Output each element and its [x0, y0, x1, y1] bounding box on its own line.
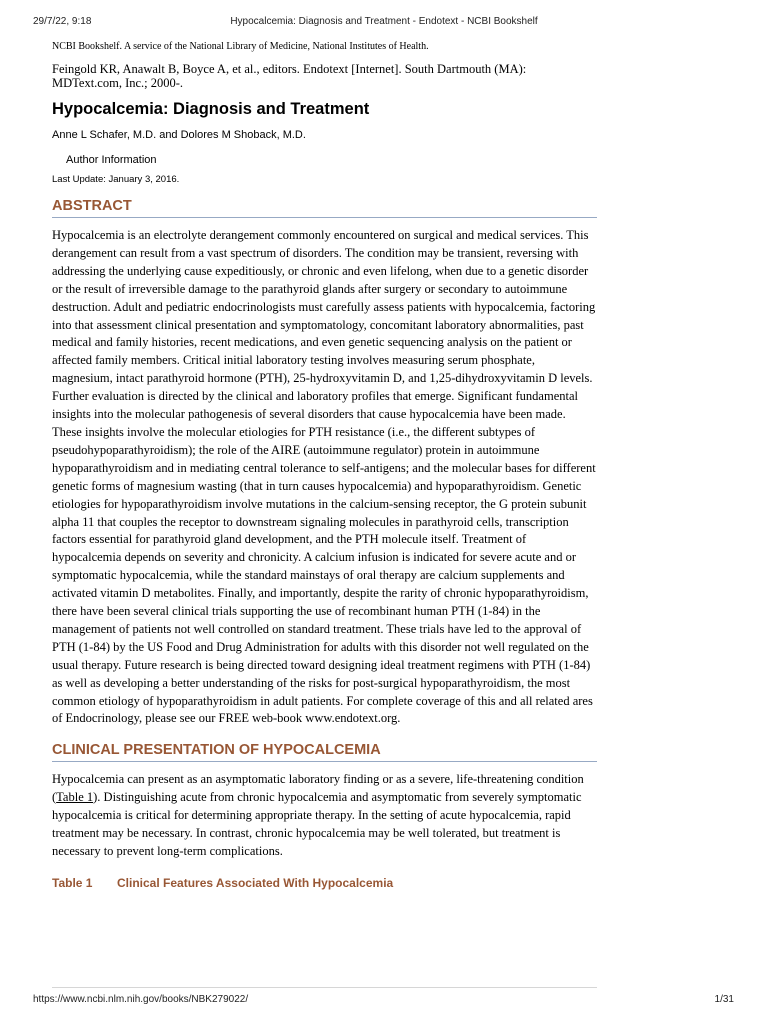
clinical-presentation-heading: CLINICAL PRESENTATION OF HYPOCALCEMIA: [52, 741, 597, 762]
browser-page-title: Hypocalcemia: Diagnosis and Treatment - Endotext - NCBI Bookshelf: [230, 16, 538, 27]
abstract-heading: ABSTRACT: [52, 197, 597, 218]
page-title: Hypocalcemia: Diagnosis and Treatment: [52, 100, 370, 118]
table-1-link[interactable]: Table 1: [56, 790, 94, 805]
document-content: [52, 40, 597, 891]
clinical-text-part2: ). Distinguishing acute from chronic hypocalcemia and asymptomatic from severely symptomatic hypocalcemia is critical for determining appropriate therapy. In the setting of acute hypocalcemia, rapid treatment may be necessary. In contrast, chronic hypocalcemia may be well tolerated, but treatment is necessary to prevent long-term complications.: [52, 790, 582, 858]
author-information-link[interactable]: Author Information: [66, 154, 157, 166]
abstract-text: Hypocalcemia is an electrolyte derangement commonly encountered on surgical and medical services. This derangement can result from a vast spectrum of disorders. The condition may be transient, reversing with addressing the underlying cause expeditiously, or chronic and even lifelong, when due to a genetic disorder or the result of irreversible damage to the parathyroid glands after surgery or secondary to autoimmune destruction. Adult and pediatric endocrinologists must carefully assess patients with hypocalcemia, factoring into that assessment clinical presentation and symptomatology, concomitant laboratory abnormalities, past medical and family histories, recent medications, and even genetic sequencing analysis on the patient or affected family members. Critical initial laboratory testing involves measuring serum phosphate, magnesium, intact parathyroid hormone (PTH), 25-hydroxyvitamin D, and 1,25-dihydroxyvitamin D levels. Further evaluation is directed by the clinical and laboratory profiles that emerge. Significant fundamental insights into the molecular pathogenesis of several disorders that cause hypocalcemia have been made. These insights involve the molecular etiologies for PTH resistance (i.e., the different subtypes of pseudohypoparathyroidism); the role of the AIRE (autoimmune regulator) protein in autoimmune hypoparathyroidism and in mediating central tolerance to self-antigens; and the molecular bases for different genetic forms of magnesium wasting (that in turn causes hypocalcemia) and hypoparathyroidism. Genetic etiologies for hypoparathyroidism involve mutations in the calcium-sensing receptor, the G protein subunit alpha 11 that couples the receptor to downstream signaling molecules in parathyroid cells, transcription factors essential for parathyroid gland development, and the PTH molecule itself. Treatment of hypocalcemia depends on severity and chronicity. A calcium infusion is indicated for severe acute and or symptomatic hypocalcemia, while the standard mainstays of oral therapy are calcium supplements and activated vitamin D metabolites. Finally, and importantly, despite the rarity of chronic hypoparathyroidism, there have been several clinical trials supporting the use of recombinant human PTH (1-84) in the management of patients not well controlled on standard treatment. These trials have led to the approval of PTH (1-84) by the US Food and Drug Administration for adults with this disorder not well regulated on the usual therapy. Future research is being directed toward designing ideal treatment regimens with PTH (1-84) as well as developing a better understanding of the risks for post-surgical hypoparathyroidism, the most common etiology of hypoparathyroidism in adult patients. For complete coverage of this and all related ares of Endocrinology, please see our FREE web-book www.endotext.org.: [52, 228, 596, 726]
table-top-rule: [52, 987, 597, 988]
authors: Anne L Schafer, M.D. and Dolores M Shoback, M.D.: [52, 129, 306, 141]
browser-url: https://www.ncbi.nlm.nih.gov/books/NBK279022/: [33, 994, 249, 1005]
bookshelf-note: NCBI Bookshelf. A service of the National Library of Medicine, National Institutes of Health.: [52, 41, 429, 52]
table-1-number: Table 1: [52, 875, 93, 890]
citation: Feingold KR, Anawalt B, Boyce A, et al., editors. Endotext [Internet]. South Dartmouth (MA): MDText.com, Inc.; 2000-.: [52, 62, 527, 90]
clinical-text-part1: Hypocalcemia can present as an asymptomatic laboratory finding or as a severe, life-threatening condition (: [52, 772, 584, 805]
browser-datetime: 29/7/22, 9:18: [33, 16, 92, 27]
table-1-title: Clinical Features Associated With Hypocalcemia: [117, 875, 394, 890]
clinical-presentation-text: [52, 771, 597, 861]
table-1-caption: [52, 875, 597, 891]
page-count: 1/31: [714, 994, 734, 1005]
last-update: Last Update: January 3, 2016.: [52, 174, 180, 185]
